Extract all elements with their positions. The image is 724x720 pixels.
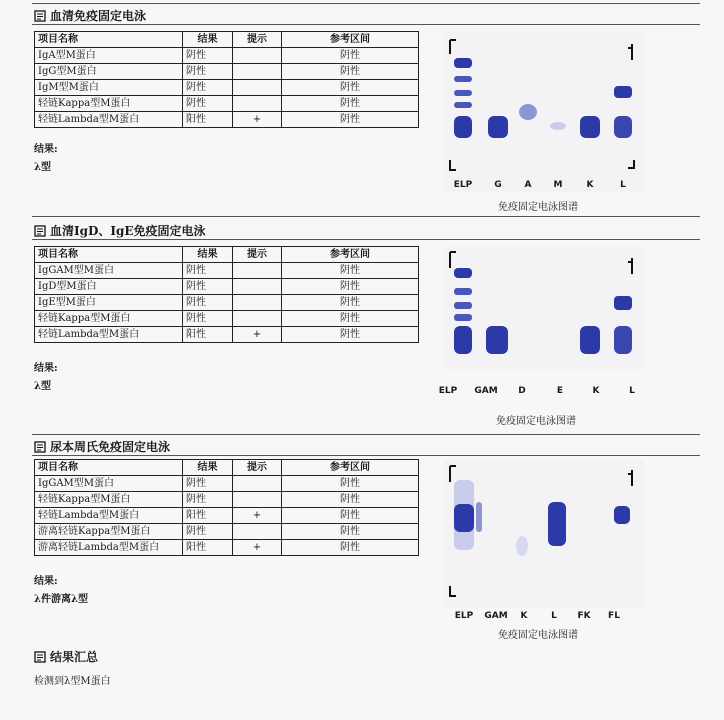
lane-label: L [620, 180, 626, 190]
cell-hint [233, 476, 282, 492]
conclusion-label: 结果: [34, 363, 58, 374]
cell-hint [233, 279, 282, 295]
lane-label: K [586, 180, 594, 190]
table-row [35, 508, 419, 524]
cell-item: IgG型M蛋白 [35, 64, 183, 80]
cell-hint: + [233, 327, 282, 343]
cell-item: 轻链Kappa型M蛋白 [35, 96, 183, 112]
lane-label: FL [608, 611, 620, 621]
section-title-text: 血清免疫固定电泳 [50, 9, 147, 23]
cell-item: IgGAM型M蛋白 [35, 476, 183, 492]
cell-item: 轻链Lambda型M蛋白 [35, 327, 183, 343]
gel-caption: 免疫固定电泳图谱 [498, 202, 578, 213]
conclusion-value: λ型 [34, 381, 52, 392]
cell-result: 阴性 [183, 295, 233, 311]
document-icon [34, 651, 46, 663]
cell-reference: 阴性 [282, 112, 419, 128]
table-header-row [35, 32, 419, 48]
cell-result: 阴性 [183, 48, 233, 64]
cell-reference: 阴性 [282, 540, 419, 556]
lane-label: K [592, 386, 600, 396]
table-row [35, 112, 419, 128]
col-header-item: 项目名称 [35, 32, 183, 48]
lane-label: G [494, 180, 502, 190]
cell-result: 阴性 [183, 311, 233, 327]
cell-item: IgD型M蛋白 [35, 279, 183, 295]
section-title-text: 血清IgD、IgE免疫固定电泳 [50, 224, 206, 238]
top-divider [32, 3, 700, 4]
section-title-serum-ife [34, 7, 146, 24]
section-divider [32, 24, 700, 25]
table-row [35, 327, 419, 343]
cell-result: 阴性 [183, 279, 233, 295]
cell-reference: 阴性 [282, 64, 419, 80]
col-header-reference: 参考区间 [282, 460, 419, 476]
table-row [35, 295, 419, 311]
section-title-urine-bj-ife [34, 438, 170, 455]
cell-item: 轻链Kappa型M蛋白 [35, 311, 183, 327]
cell-hint: + [233, 112, 282, 128]
cell-hint [233, 64, 282, 80]
table-row [35, 48, 419, 64]
cell-item: 游离轻链Kappa型M蛋白 [35, 524, 183, 540]
cell-item: IgM型M蛋白 [35, 80, 183, 96]
lane-label: ELP [453, 180, 473, 190]
cell-result: 阴性 [183, 80, 233, 96]
col-header-item: 项目名称 [35, 460, 183, 476]
col-header-reference: 参考区间 [282, 32, 419, 48]
cell-hint [233, 311, 282, 327]
lane-label: GAM [484, 611, 508, 621]
cell-reference: 阴性 [282, 48, 419, 64]
result-table [34, 31, 419, 128]
cell-hint: + [233, 540, 282, 556]
summary-text: 检测到λ型M蛋白 [34, 676, 111, 687]
col-header-result: 结果 [183, 460, 233, 476]
lane-label: FK [577, 611, 591, 621]
cell-reference: 阴性 [282, 263, 419, 279]
section-title-summary [34, 648, 98, 665]
cell-result: 阴性 [183, 524, 233, 540]
col-header-reference: 参考区间 [282, 247, 419, 263]
gel-lane-labels-1 [444, 180, 644, 192]
cell-result: 阳性 [183, 508, 233, 524]
cell-hint [233, 492, 282, 508]
cell-reference: 阴性 [282, 311, 419, 327]
table-header-row [35, 247, 419, 263]
col-header-hint: 提示 [233, 247, 282, 263]
col-header-hint: 提示 [233, 32, 282, 48]
lane-label: GAM [474, 386, 498, 396]
section-divider [32, 216, 700, 217]
conclusion-label: 结果: [34, 144, 58, 155]
table-row [35, 492, 419, 508]
cell-reference: 阴性 [282, 524, 419, 540]
cell-reference: 阴性 [282, 327, 419, 343]
col-header-result: 结果 [183, 32, 233, 48]
cell-reference: 阴性 [282, 96, 419, 112]
result-table [34, 459, 419, 556]
cell-hint [233, 524, 282, 540]
lane-label: E [556, 386, 564, 396]
cell-result: 阴性 [183, 492, 233, 508]
section-title-serum-igd-ige-ife [34, 222, 206, 239]
conclusion-label: 结果: [34, 576, 58, 587]
col-header-result: 结果 [183, 247, 233, 263]
gel-caption: 免疫固定电泳图谱 [496, 416, 576, 427]
table-row [35, 524, 419, 540]
cell-result: 阳性 [183, 540, 233, 556]
cell-item: 轻链Lambda型M蛋白 [35, 508, 183, 524]
cell-hint [233, 80, 282, 96]
section-divider [32, 455, 700, 456]
cell-item: 游离轻链Lambda型M蛋白 [35, 540, 183, 556]
section-title-text: 尿本周氏免疫固定电泳 [50, 440, 171, 454]
table-header-row [35, 460, 419, 476]
lane-label: A [524, 180, 532, 190]
table-row [35, 540, 419, 556]
cell-result: 阴性 [183, 64, 233, 80]
document-icon [34, 441, 46, 453]
table-row [35, 263, 419, 279]
cell-reference: 阴性 [282, 279, 419, 295]
col-header-item: 项目名称 [35, 247, 183, 263]
cell-hint [233, 96, 282, 112]
document-icon [34, 225, 46, 237]
cell-item: 轻链Kappa型M蛋白 [35, 492, 183, 508]
table-row [35, 64, 419, 80]
cell-result: 阴性 [183, 263, 233, 279]
section-divider [32, 239, 700, 240]
lane-label: M [553, 180, 563, 190]
table-row [35, 96, 419, 112]
conclusion-value: λ件游离λ型 [34, 594, 89, 605]
gel-lane-labels-3 [444, 611, 644, 623]
cell-result: 阴性 [183, 476, 233, 492]
cell-reference: 阴性 [282, 295, 419, 311]
table-row [35, 80, 419, 96]
conclusion-value: λ型 [34, 162, 52, 173]
lane-label: L [551, 611, 557, 621]
cell-reference: 阴性 [282, 492, 419, 508]
cell-reference: 阴性 [282, 508, 419, 524]
table-row [35, 476, 419, 492]
cell-hint: + [233, 508, 282, 524]
gel-image-2 [444, 246, 644, 370]
gel-image-3 [444, 460, 644, 608]
lane-label: ELP [454, 611, 474, 621]
cell-hint [233, 263, 282, 279]
result-table [34, 246, 419, 343]
cell-result: 阳性 [183, 112, 233, 128]
cell-item: IgGAM型M蛋白 [35, 263, 183, 279]
col-header-hint: 提示 [233, 460, 282, 476]
cell-item: IgE型M蛋白 [35, 295, 183, 311]
table-row [35, 311, 419, 327]
cell-reference: 阴性 [282, 80, 419, 96]
lane-label: D [518, 386, 526, 396]
cell-hint [233, 48, 282, 64]
cell-item: IgA型M蛋白 [35, 48, 183, 64]
lane-label: K [520, 611, 528, 621]
section-title-text: 结果汇总 [50, 650, 99, 664]
lane-label: ELP [438, 386, 458, 396]
gel-image-1 [444, 32, 644, 192]
cell-result: 阴性 [183, 96, 233, 112]
cell-hint [233, 295, 282, 311]
table-row [35, 279, 419, 295]
cell-reference: 阴性 [282, 476, 419, 492]
cell-item: 轻链Lambda型M蛋白 [35, 112, 183, 128]
document-icon [34, 10, 46, 22]
gel-caption: 免疫固定电泳图谱 [498, 630, 578, 641]
cell-result: 阳性 [183, 327, 233, 343]
lane-label: L [629, 386, 635, 396]
section-divider [32, 434, 700, 435]
gel-lane-labels-2 [426, 386, 656, 398]
